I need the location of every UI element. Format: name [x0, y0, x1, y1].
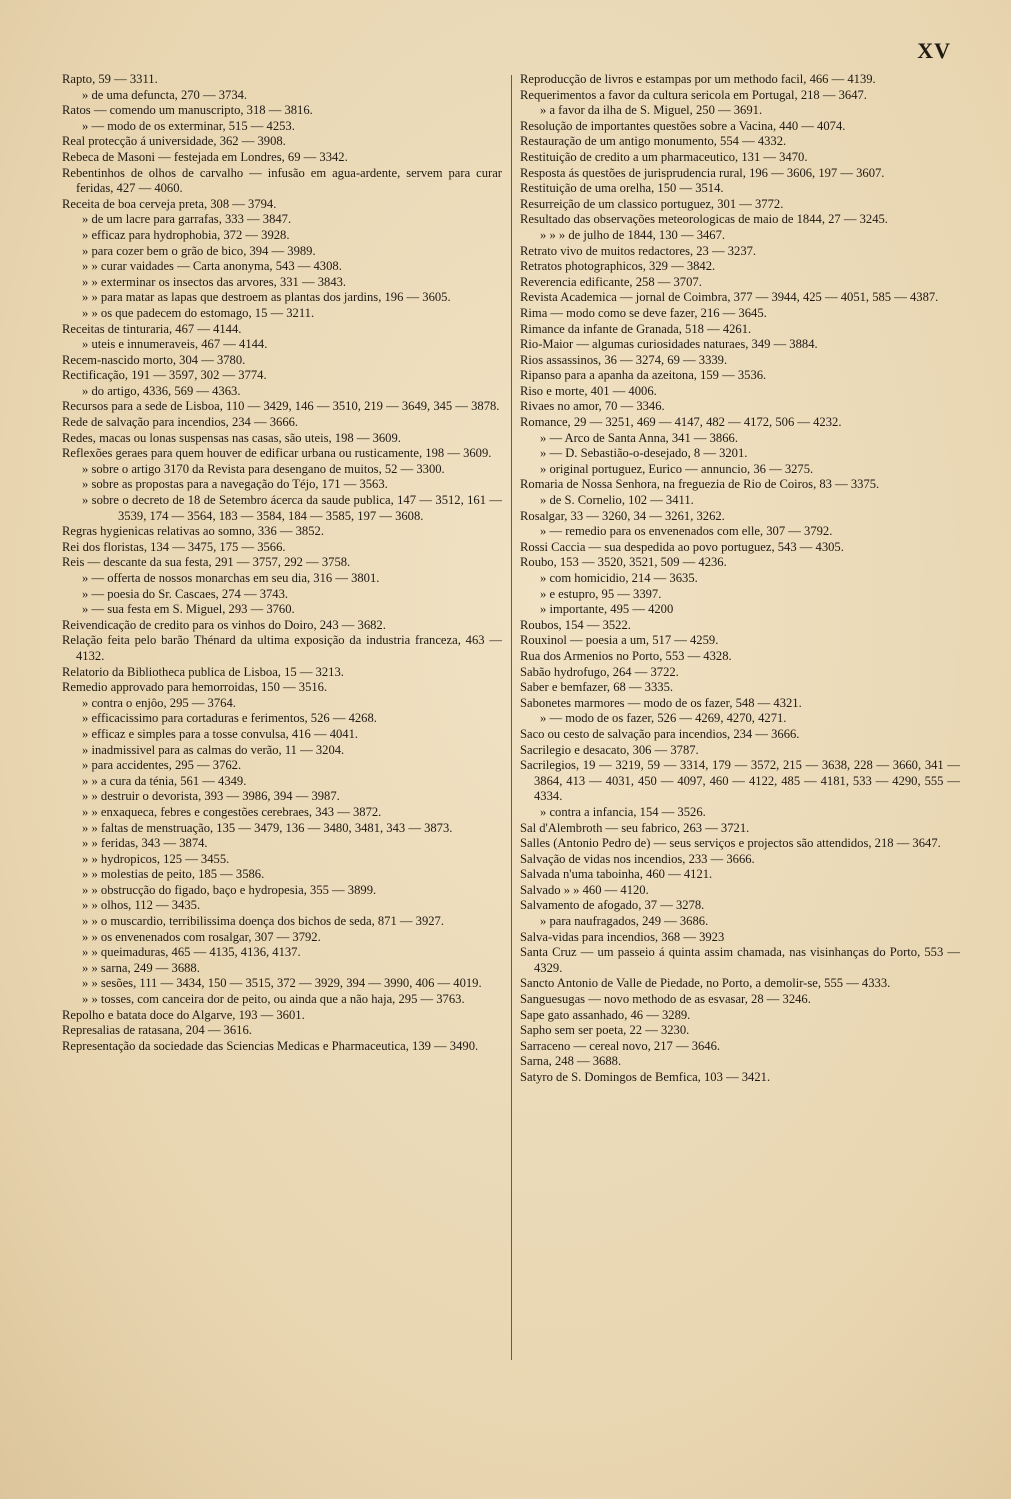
index-entry: Resposta ás questões de jurisprudencia rural, 196 — 3606, 197 — 3607. [520, 165, 885, 180]
index-entry: Rosalgar, 33 — 3260, 34 — 3261, 3262. [520, 508, 725, 523]
index-entry: Rima — modo como se deve fazer, 216 — 3645. [520, 305, 767, 320]
index-entry: Relatorio da Bibliotheca publica de Lisboa, 15 — 3213. [62, 664, 344, 679]
index-entry: Sarraceno — cereal novo, 217 — 3646. [520, 1038, 721, 1053]
index-entry: Redes, macas ou lonas suspensas nas casas, são uteis, 198 — 3609. [62, 430, 401, 445]
index-entry: » uteis e innumeraveis, 467 — 4144. [82, 337, 268, 352]
index-entry: Sal d'Alembroth — seu fabrico, 263 — 3721. [520, 820, 750, 835]
index-entry: Rua dos Armenios no Porto, 553 — 4328. [520, 648, 732, 663]
index-entry: » » para matar as lapas que destroem as plantas dos jardins, 196 — 3605. [82, 290, 451, 305]
index-entry: » » curar vaidades — Carta anonyma, 543 — 4308. [82, 259, 342, 274]
index-entry: Reflexões geraes para quem houver de edificar urbana ou rusticamente, 198 — 3609. [62, 446, 492, 461]
index-entry: Sacrilegio e desacato, 306 — 3787. [520, 742, 699, 757]
index-entry: Restituição de credito a um pharmaceutico, 131 — 3470. [520, 149, 808, 164]
index-entry: Rossi Caccia — sua despedida ao povo portuguez, 543 — 4305. [520, 539, 844, 554]
index-entry: Salles (Antonio Pedro de) — seus serviços e projectos são attendidos, 218 — 3647. [520, 836, 941, 851]
index-entry: Receitas de tinturaria, 467 — 4144. [62, 321, 242, 336]
index-entry: Saco ou cesto de salvação para incendios, 234 — 3666. [520, 726, 800, 741]
index-entry: Salvamento de afogado, 37 — 3278. [520, 898, 705, 913]
index-entry: Riso e morte, 401 — 4006. [520, 383, 657, 398]
index-entry: » — offerta de nossos monarchas em seu dia, 316 — 3801. [82, 571, 380, 585]
index-entry: Reivendicação de credito para os vinhos do Doiro, 243 — 3682. [62, 617, 386, 632]
index-entry: Represalias de ratasana, 204 — 3616. [62, 1023, 252, 1038]
index-entry: Receita de boa cerveja preta, 308 — 3794. [62, 196, 277, 211]
index-entry: » » obstrucção do figado, baço e hydropesia, 355 — 3899. [82, 882, 377, 897]
index-entry: » — modo de os exterminar, 515 — 4253. [82, 118, 295, 133]
index-entry: » contra o enjôo, 295 — 3764. [82, 695, 236, 710]
index-entry: » contra a infancia, 154 — 3526. [540, 804, 706, 819]
index-entry: Regras hygienicas relativas ao somno, 336 — 3852. [62, 524, 324, 539]
index-entry: » inadmissivel para as calmas do verão, 11 — 3204. [82, 742, 345, 757]
index-entry: Relação feita pelo barão Thénard da ultima exposição da industria franceza, 463 — 4132. [62, 633, 502, 663]
index-entry: Sancto Antonio de Valle de Piedade, no Porto, a demolir-se, 555 — 4333. [520, 976, 891, 991]
index-entry: » » feridas, 343 — 3874. [82, 836, 208, 851]
index-entry: » » destruir o devorista, 393 — 3986, 394 — 3987. [82, 789, 340, 804]
right-column [520, 72, 960, 1086]
index-entry: » » » de julho de 1844, 130 — 3467. [540, 227, 726, 242]
index-entry: Rebentinhos de olhos de carvalho — infusão em agua-ardente, servem para curar feridas, 427 — 4060. [62, 165, 502, 196]
index-entry: Ratos — comendo um manuscripto, 318 — 3816. [62, 103, 313, 118]
index-entry: Satyro de S. Domingos de Bemfica, 103 — 3421. [520, 1070, 771, 1084]
index-entry: Salva-vidas para incendios, 368 — 3923 [520, 929, 725, 944]
index-entry: Saber e bemfazer, 68 — 3335. [520, 680, 674, 695]
index-entry: » » sarna, 249 — 3688. [82, 960, 200, 975]
index-entry: » do artigo, 4336, 569 — 4363. [82, 383, 241, 398]
index-entry: Rebeca de Masoni — festejada em Londres, 69 — 3342. [62, 149, 348, 164]
index-entry: » efficaz para hydrophobia, 372 — 3928. [82, 227, 290, 242]
index-entry: Reverencia edificante, 258 — 3707. [520, 274, 702, 289]
index-entry: Rimance da infante de Granada, 518 — 4261. [520, 321, 752, 336]
index-entry: » » enxaqueca, febres e congestões cerebraes, 343 — 3872. [82, 804, 382, 819]
index-entry: » » a cura da ténia, 561 — 4349. [82, 773, 247, 788]
index-entry: Sapho sem ser poeta, 22 — 3230. [520, 1023, 690, 1038]
index-entry: » de S. Cornelio, 102 — 3411. [540, 493, 694, 508]
index-entry: Salvado » » 460 — 4120. [520, 882, 649, 897]
index-entry: » » exterminar os insectos das arvores, 331 — 3843. [82, 274, 347, 289]
index-entry: Revista Academica — jornal de Coimbra, 377 — 3944, 425 — 4051, 585 — 4387. [520, 290, 939, 305]
index-entry: Resolução de importantes questões sobre a Vacina, 440 — 4074. [520, 118, 846, 133]
index-entry: Roubo, 153 — 3520, 3521, 509 — 4236. [520, 555, 727, 570]
index-entry: Rectificação, 191 — 3597, 302 — 3774. [62, 368, 267, 383]
index-entry: Romaria de Nossa Senhora, na freguezia de Rio de Coiros, 83 — 3375. [520, 477, 880, 492]
index-entry: Sarna, 248 — 3688. [520, 1054, 622, 1069]
index-entry: » » o muscardio, terribilissima doença dos bichos de seda, 871 — 3927. [82, 914, 445, 929]
index-entry: Rede de salvação para incendios, 234 — 3666. [62, 415, 299, 430]
index-entry: Rei dos floristas, 134 — 3475, 175 — 3566. [62, 539, 286, 554]
index-entry: » » molestias de peito, 185 — 3586. [82, 867, 265, 882]
page-number: XV [917, 38, 951, 63]
index-entry: Real protecção á universidade, 362 — 3908. [62, 134, 286, 149]
index-entry: Rios assassinos, 36 — 3274, 69 — 3339. [520, 352, 728, 367]
index-entry: Reis — descante da sua festa, 291 — 3757, 292 — 3758. [62, 555, 351, 570]
index-entry: » — D. Sebastião-o-desejado, 8 — 3201. [540, 446, 748, 461]
index-entry: » » faltas de menstruação, 135 — 3479, 136 — 3480, 3481, 343 — 3873. [82, 820, 453, 835]
index-entry: Retrato vivo de muitos redactores, 23 — 3237. [520, 243, 757, 258]
index-entry: » sobre o decreto de 18 de Setembro ácerca da saude publica, 147 — 3512, 161 — 3539, 174 — 3564, 183 — 3584, 184 — 3585, 197 — 3608. [82, 493, 502, 523]
index-entry: » original portuguez, Eurico — annuncio, 36 — 3275. [540, 461, 814, 476]
index-entry: Salvação de vidas nos incendios, 233 — 3666. [520, 851, 755, 866]
column-divider [511, 75, 512, 1360]
index-entry: » com homicidio, 214 — 3635. [540, 571, 698, 585]
index-entry: Sanguesugas — novo methodo de as esvasar, 28 — 3246. [520, 992, 811, 1007]
index-entry: » para accidentes, 295 — 3762. [82, 758, 242, 773]
index-entry: » » sesões, 111 — 3434, 150 — 3515, 372 — 3929, 394 — 3990, 406 — 4019. [82, 976, 482, 991]
index-entry: Recem-nascido morto, 304 — 3780. [62, 352, 246, 367]
index-entry: Resurreição de um classico portuguez, 301 — 3772. [520, 196, 784, 211]
index-entry: Retratos photographicos, 329 — 3842. [520, 259, 716, 274]
index-entry: Requerimentos a favor da cultura sericola em Portugal, 218 — 3647. [520, 87, 867, 102]
index-entry: Remedio approvado para hemorroidas, 150 — 3516. [62, 680, 328, 695]
index-entry: » » tosses, com canceira dor de peito, ou ainda que a não haja, 295 — 3763. [82, 992, 465, 1007]
index-entry: Recursos para a sede de Lisboa, 110 — 3429, 146 — 3510, 219 — 3649, 345 — 3878. [62, 399, 500, 414]
index-entry: Rapto, 59 — 3311. [62, 72, 158, 86]
index-entry: » » os envenenados com rosalgar, 307 — 3792. [82, 929, 321, 944]
index-entry: » » queimaduras, 465 — 4135, 4136, 4137. [82, 945, 301, 960]
index-entry: » » olhos, 112 — 3435. [82, 898, 201, 913]
index-entry: » — sua festa em S. Miguel, 293 — 3760. [82, 602, 295, 617]
index-entry: » » os que padecem do estomago, 15 — 3211. [82, 305, 315, 320]
index-entry: » de um lacre para garrafas, 333 — 3847. [82, 212, 292, 227]
index-entry: » para naufragados, 249 — 3686. [540, 914, 709, 929]
index-entry: Rio-Maior — algumas curiosidades naturaes, 349 — 3884. [520, 337, 818, 352]
index-entry: Rouxinol — poesia a um, 517 — 4259. [520, 633, 719, 648]
index-entry: Representação da sociedade das Sciencias Medicas e Pharmaceutica, 139 — 3490. [62, 1038, 479, 1053]
index-entry: Santa Cruz — um passeio á quinta assim chamada, nas visinhanças do Porto, 553 — 4329. [520, 945, 960, 975]
index-entry: Resultado das observações meteorologicas de maio de 1844, 27 — 3245. [520, 212, 888, 227]
index-entry: » e estupro, 95 — 3397. [540, 586, 662, 601]
index-entry: Sape gato assanhado, 46 — 3289. [520, 1007, 691, 1022]
index-entry: » efficacissimo para cortaduras e ferimentos, 526 — 4268. [82, 711, 377, 726]
index-entry: » — remedio para os envenenados com elle, 307 — 3792. [540, 524, 833, 539]
index-entry: Repolho e batata doce do Algarve, 193 — 3601. [62, 1007, 305, 1022]
index-entry: » efficaz e simples para a tosse convulsa, 416 — 4041. [82, 726, 359, 741]
index-entry: » sobre as propostas para a navegação do Téjo, 171 — 3563. [82, 477, 388, 492]
left-column [62, 72, 502, 1054]
index-entry: » » hydropicos, 125 — 3455. [82, 851, 230, 866]
index-entry: Reproducção de livros e estampas por um methodo facil, 466 — 4139. [520, 72, 876, 86]
index-entry: » importante, 495 — 4200 [540, 602, 674, 617]
index-entry: Restituição de uma orelha, 150 — 3514. [520, 181, 724, 196]
index-entry: Restauração de um antigo monumento, 554 — 4332. [520, 134, 787, 149]
index-entry: » a favor da ilha de S. Miguel, 250 — 3691. [540, 103, 763, 118]
index-entry: Ripanso para a apanha da azeitona, 159 — 3536. [520, 368, 767, 383]
index-entry: Rivaes no amor, 70 — 3346. [520, 399, 665, 414]
index-entry: Romance, 29 — 3251, 469 — 4147, 482 — 4172, 506 — 4232. [520, 415, 842, 430]
index-entry: » para cozer bem o grão de bico, 394 — 3989. [82, 243, 316, 258]
index-entry: » de uma defuncta, 270 — 3734. [82, 87, 248, 102]
index-entry: » — Arco de Santa Anna, 341 — 3866. [540, 430, 738, 445]
index-entry: » — poesia do Sr. Cascaes, 274 — 3743. [82, 586, 289, 601]
index-entry: Salvada n'uma taboinha, 460 — 4121. [520, 867, 713, 882]
index-entry: Sabonetes marmores — modo de os fazer, 548 — 4321. [520, 695, 802, 710]
index-entry: » — modo de os fazer, 526 — 4269, 4270, 4271. [540, 711, 787, 726]
index-entry: Sabão hydrofugo, 264 — 3722. [520, 664, 679, 679]
index-entry: Roubos, 154 — 3522. [520, 617, 631, 632]
index-entry: » sobre o artigo 3170 da Revista para desengano de muitos, 52 — 3300. [82, 461, 445, 476]
index-entry: Sacrilegios, 19 — 3219, 59 — 3314, 179 — 3572, 215 — 3638, 228 — 3660, 341 — 3864, 413 — 4031, 450 — 4097, 460 — 4122, 485 — 4181, 533 — 4290, 555 — 4334. [520, 758, 960, 804]
